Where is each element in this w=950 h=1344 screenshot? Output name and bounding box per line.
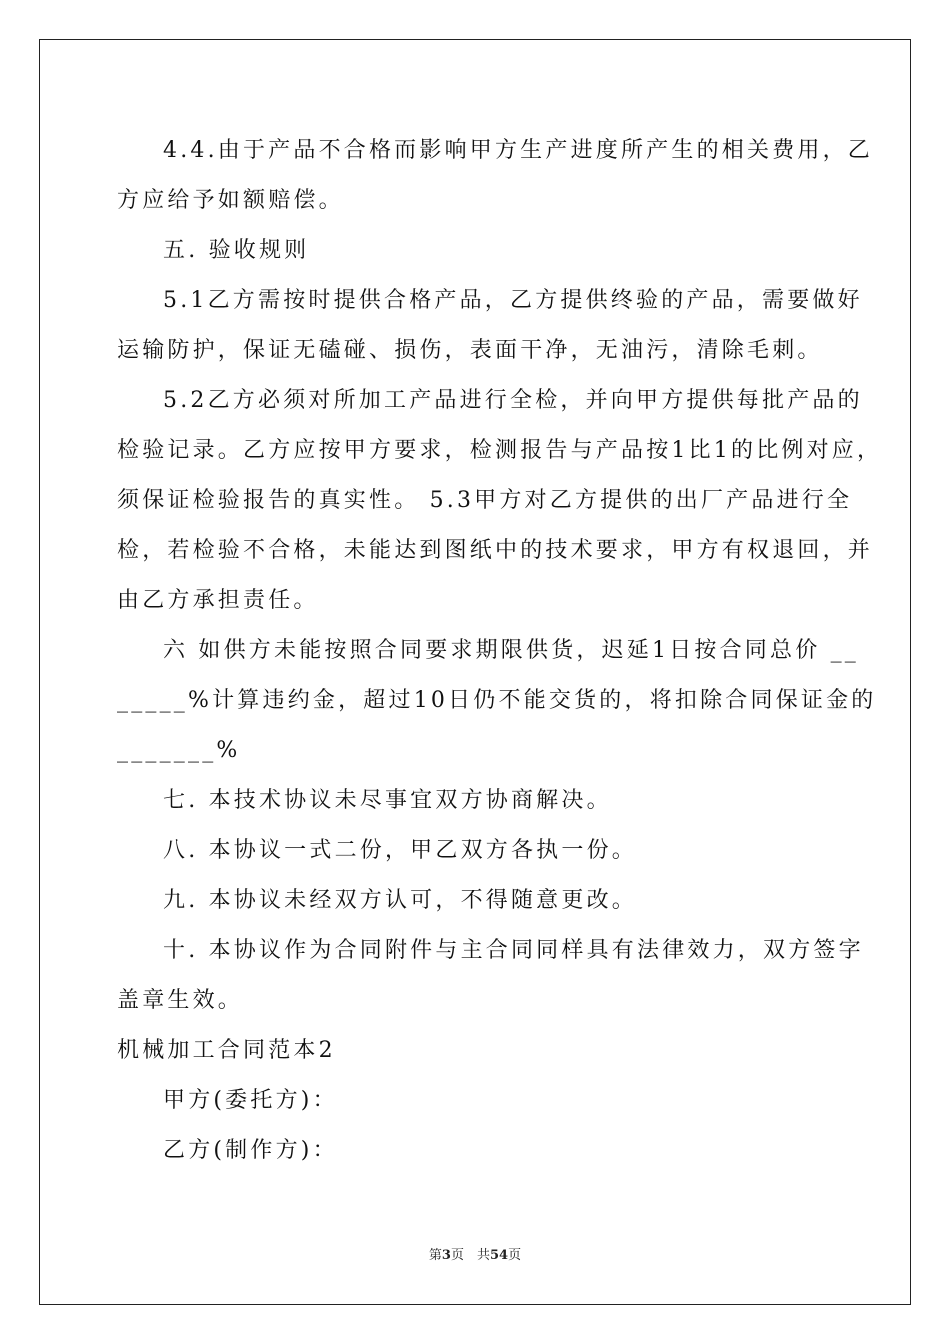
- paragraph-line: 4.4.由于产品不合格而影响甲方生产进度所产生的相关费用，乙: [163, 138, 873, 163]
- paragraph-line: _______%: [117, 738, 241, 763]
- paragraph-line: 六 如供方未能按照合同要求期限供货，迟延1日按合同总价 __: [163, 638, 859, 663]
- footer-total-pages: 54: [489, 1248, 509, 1263]
- paragraph-line: 5.2乙方必须对所加工产品进行全检，并向甲方提供每批产品的: [163, 388, 863, 413]
- paragraph-line: 八. 本协议一式二份，甲乙双方各执一份。: [163, 838, 637, 863]
- party-b-line: 乙方(制作方)：: [163, 1138, 338, 1163]
- paragraph-line: 检验记录。乙方应按甲方要求，检测报告与产品按1比1的比例对应，: [117, 438, 883, 463]
- paragraph-line: 5.1乙方需按时提供合格产品，乙方提供终验的产品，需要做好: [163, 288, 863, 313]
- paragraph-line: 十. 本协议作为合同附件与主合同同样具有法律效力，双方签字: [163, 938, 864, 963]
- paragraph-line: 七. 本技术协议未尽事宜双方协商解决。: [163, 788, 612, 813]
- paragraph-line: 九. 本协议未经双方认可，不得随意更改。: [163, 888, 637, 913]
- party-a-line: 甲方(委托方)：: [163, 1088, 338, 1113]
- paragraph-line: 运输防护，保证无磕碰、损伤，表面干净，无油污，清除毛刺。: [117, 338, 823, 363]
- page-footer: [0, 1247, 950, 1265]
- paragraph-line: 检，若检验不合格，未能达到图纸中的技术要求，甲方有权退回，并: [117, 538, 874, 563]
- section-heading: 五. 验收规则: [163, 238, 310, 263]
- paragraph-line: 方应给予如额赔偿。: [117, 188, 344, 213]
- paragraph-line: _____%计算违约金，超过10日仍不能交货的，将扣除合同保证金的: [117, 688, 877, 713]
- paragraph-line: 由乙方承担责任。: [117, 588, 319, 613]
- paragraph-line: 须保证检验报告的真实性。 5.3甲方对乙方提供的出厂产品进行全: [117, 488, 853, 513]
- paragraph-line: 盖章生效。: [117, 988, 244, 1013]
- footer-mid: 页 共: [450, 1248, 490, 1263]
- footer-suffix: 页: [508, 1248, 522, 1263]
- footer-page-number: 3: [441, 1248, 451, 1263]
- document-title: 机械加工合同范本2: [117, 1038, 336, 1063]
- footer-prefix: 第: [428, 1248, 442, 1263]
